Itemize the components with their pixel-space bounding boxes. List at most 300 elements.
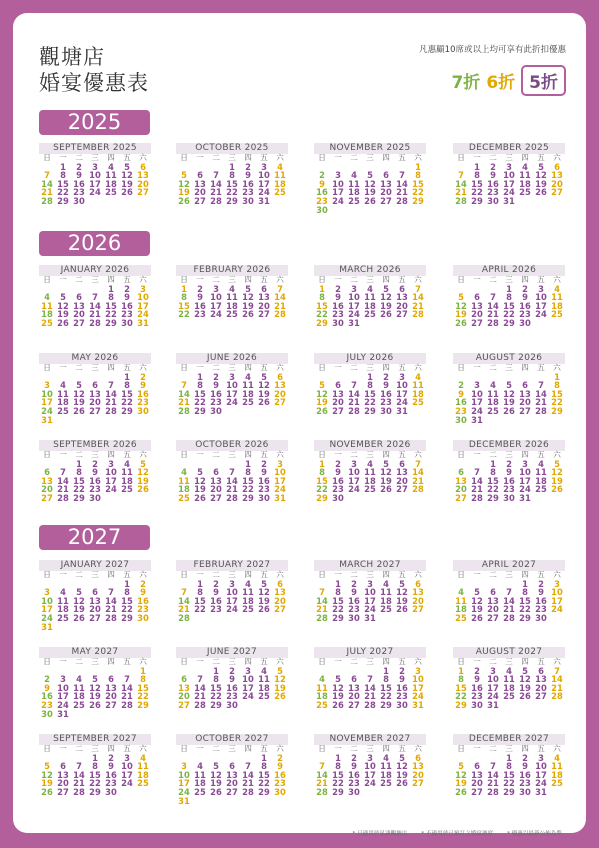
day-cell: 1 xyxy=(197,578,203,589)
day-cell: 24 xyxy=(57,699,69,710)
weekday-label: 四 xyxy=(244,275,252,284)
day-cell: 8 xyxy=(245,467,251,478)
day-cell: 9 xyxy=(108,761,114,772)
day-cell: 31 xyxy=(348,317,360,328)
day-cell: 13 xyxy=(274,587,286,598)
day-cell: 14 xyxy=(316,595,328,606)
day-cell: 5 xyxy=(538,161,544,172)
weekday-label: 四 xyxy=(244,363,252,372)
weekday-label: 三 xyxy=(228,363,236,372)
day-cell: 9 xyxy=(261,467,267,478)
month-calendar xyxy=(176,560,288,623)
weekday-label: 五 xyxy=(123,450,131,459)
day-cell: 4 xyxy=(261,665,267,676)
day-cell: 30 xyxy=(519,786,531,797)
day-cell: 15 xyxy=(105,300,117,311)
weekday-label: 一 xyxy=(473,657,481,666)
day-cell: 5 xyxy=(197,467,203,478)
day-cell: 3 xyxy=(367,752,373,763)
day-cell: 10 xyxy=(487,674,499,685)
day-cell: 9 xyxy=(522,761,528,772)
day-cell: 11 xyxy=(226,292,238,303)
day-cell: 23 xyxy=(105,778,117,789)
month-calendar xyxy=(453,440,565,503)
day-grid xyxy=(453,571,565,623)
day-cell: 22 xyxy=(487,484,499,495)
day-cell: 23 xyxy=(41,699,53,710)
day-cell: 9 xyxy=(506,467,512,478)
weekday-label: 三 xyxy=(366,153,374,162)
weekday-label: 一 xyxy=(196,275,204,284)
weekday-label: 三 xyxy=(228,450,236,459)
day-cell: 20 xyxy=(455,484,467,495)
day-cell: 26 xyxy=(396,778,408,789)
day-cell: 7 xyxy=(554,665,560,676)
day-cell: 5 xyxy=(60,292,66,303)
day-cell: 28 xyxy=(364,699,376,710)
day-cell: 6 xyxy=(415,578,421,589)
weekday-label: 三 xyxy=(505,153,513,162)
day-cell: 19 xyxy=(258,388,270,399)
day-cell: 4 xyxy=(197,761,203,772)
month-title: MARCH 2026 xyxy=(314,265,426,276)
day-cell: 18 xyxy=(105,178,117,189)
day-cell: 21 xyxy=(364,691,376,702)
day-cell: 11 xyxy=(178,475,190,486)
day-cell: 2 xyxy=(213,371,219,382)
day-cell: 4 xyxy=(245,371,251,382)
day-cell: 2 xyxy=(335,458,341,469)
legend-40-off: 6折 xyxy=(486,73,516,93)
day-cell: 24 xyxy=(41,405,53,416)
weekday-label: 一 xyxy=(473,363,481,372)
day-cell: 11 xyxy=(41,300,53,311)
day-cell: 21 xyxy=(178,604,190,615)
weekday-label: 一 xyxy=(473,570,481,579)
day-cell: 1 xyxy=(229,161,235,172)
day-cell: 24 xyxy=(121,778,133,789)
day-cell: 22 xyxy=(519,604,531,615)
day-cell: 10 xyxy=(226,380,238,391)
month-calendar xyxy=(314,647,426,710)
day-cell: 29 xyxy=(412,195,424,206)
day-cell: 14 xyxy=(412,467,424,478)
day-cell: 28 xyxy=(210,195,222,206)
day-cell: 6 xyxy=(399,458,405,469)
day-cell: 11 xyxy=(348,178,360,189)
day-cell: 20 xyxy=(396,300,408,311)
weekday-label: 三 xyxy=(91,275,99,284)
day-cell: 28 xyxy=(487,786,499,797)
day-cell: 29 xyxy=(487,492,499,503)
day-cell: 29 xyxy=(121,612,133,623)
weekday-label: 五 xyxy=(260,657,268,666)
day-cell: 27 xyxy=(396,484,408,495)
day-cell: 14 xyxy=(364,682,376,693)
weekday-label: 五 xyxy=(398,570,406,579)
day-cell: 22 xyxy=(551,397,563,408)
day-cell: 27 xyxy=(348,699,360,710)
day-cell: 29 xyxy=(364,405,376,416)
weekday-label: 三 xyxy=(91,363,99,372)
month-title: AUGUST 2027 xyxy=(453,647,565,658)
day-cell: 10 xyxy=(364,587,376,598)
day-cell: 7 xyxy=(458,170,464,181)
day-cell: 15 xyxy=(57,178,69,189)
footnote: * 優惠以最新公佈為準 xyxy=(507,831,562,837)
day-cell: 9 xyxy=(458,388,464,399)
day-cell: 25 xyxy=(226,309,238,320)
day-cell: 27 xyxy=(226,786,238,797)
day-cell: 10 xyxy=(105,467,117,478)
day-cell: 6 xyxy=(538,665,544,676)
day-cell: 12 xyxy=(380,467,392,478)
day-cell: 7 xyxy=(108,380,114,391)
day-cell: 31 xyxy=(274,492,286,503)
month-title: SEPTEMBER 2026 xyxy=(39,440,151,451)
weekday-label: 四 xyxy=(107,363,115,372)
weekday-label: 五 xyxy=(537,570,545,579)
day-cell: 25 xyxy=(57,612,69,623)
weekday-label: 四 xyxy=(244,657,252,666)
day-cell: 13 xyxy=(412,761,424,772)
day-cell: 8 xyxy=(554,380,560,391)
day-cell: 18 xyxy=(121,475,133,486)
day-cell: 20 xyxy=(89,397,101,408)
day-cell: 12 xyxy=(121,170,133,181)
day-cell: 21 xyxy=(121,691,133,702)
weekday-label: 四 xyxy=(244,450,252,459)
weekday-label: 六 xyxy=(414,275,422,284)
weekday-label: 二 xyxy=(489,657,497,666)
day-cell: 4 xyxy=(60,380,66,391)
day-cell: 15 xyxy=(210,682,222,693)
month-calendar xyxy=(314,560,426,623)
day-cell: 28 xyxy=(396,195,408,206)
day-cell: 16 xyxy=(503,475,515,486)
month-calendar xyxy=(453,143,565,206)
day-cell: 23 xyxy=(210,604,222,615)
day-cell: 9 xyxy=(319,178,325,189)
day-cell: 7 xyxy=(319,587,325,598)
day-cell: 1 xyxy=(213,665,219,676)
day-cell: 29 xyxy=(89,786,101,797)
month-calendar xyxy=(176,734,288,805)
day-cell: 13 xyxy=(396,292,408,303)
day-cell: 9 xyxy=(140,380,146,391)
weekday-label: 日 xyxy=(180,153,188,162)
weekday-label: 日 xyxy=(43,657,51,666)
day-grid xyxy=(314,745,426,797)
day-cell: 2 xyxy=(76,161,82,172)
day-cell: 4 xyxy=(554,283,560,294)
weekday-label: 日 xyxy=(318,275,326,284)
day-grid xyxy=(314,451,426,503)
day-cell: 30 xyxy=(348,612,360,623)
day-cell: 5 xyxy=(506,380,512,391)
day-cell: 5 xyxy=(92,674,98,685)
day-cell: 28 xyxy=(535,405,547,416)
day-cell: 22 xyxy=(332,604,344,615)
day-cell: 2 xyxy=(261,458,267,469)
day-cell: 24 xyxy=(274,484,286,495)
day-cell: 13 xyxy=(89,595,101,606)
day-cell: 25 xyxy=(551,309,563,320)
day-cell: 4 xyxy=(181,467,187,478)
day-cell: 2 xyxy=(92,458,98,469)
day-cell: 4 xyxy=(554,752,560,763)
weekday-label: 六 xyxy=(139,570,147,579)
weekday-label: 六 xyxy=(276,450,284,459)
footnote: * 只適用於星濤觀塘店 xyxy=(352,831,408,837)
day-cell: 23 xyxy=(258,484,270,495)
weekday-label: 三 xyxy=(228,657,236,666)
day-cell: 8 xyxy=(458,674,464,685)
day-grid xyxy=(39,276,151,328)
day-cell: 24 xyxy=(41,612,53,623)
weekday-label: 三 xyxy=(505,363,513,372)
day-cell: 28 xyxy=(471,492,483,503)
day-cell: 25 xyxy=(519,187,531,198)
day-cell: 26 xyxy=(455,786,467,797)
day-cell: 19 xyxy=(535,178,547,189)
day-cell: 16 xyxy=(487,178,499,189)
day-cell: 13 xyxy=(226,769,238,780)
day-cell: 23 xyxy=(455,405,467,416)
weekday-label: 五 xyxy=(537,363,545,372)
day-cell: 21 xyxy=(471,484,483,495)
day-cell: 4 xyxy=(108,161,114,172)
weekday-label: 四 xyxy=(521,275,529,284)
day-cell: 23 xyxy=(194,309,206,320)
day-cell: 6 xyxy=(522,380,528,391)
month-title: NOVEMBER 2027 xyxy=(314,734,426,745)
day-cell: 7 xyxy=(538,380,544,391)
weekday-label: 一 xyxy=(334,657,342,666)
day-cell: 25 xyxy=(412,397,424,408)
month-title: JANUARY 2026 xyxy=(39,265,151,276)
day-cell: 7 xyxy=(277,283,283,294)
day-cell: 17 xyxy=(348,300,360,311)
day-cell: 12 xyxy=(73,595,85,606)
weekday-label: 一 xyxy=(59,657,67,666)
day-cell: 27 xyxy=(57,786,69,797)
day-cell: 14 xyxy=(274,292,286,303)
day-cell: 8 xyxy=(490,467,496,478)
day-cell: 1 xyxy=(522,578,528,589)
weekday-label: 一 xyxy=(334,363,342,372)
weekday-label: 五 xyxy=(537,657,545,666)
legend-50-off: 5折 xyxy=(521,65,566,96)
day-cell: 12 xyxy=(57,300,69,311)
weekday-label: 六 xyxy=(553,363,561,372)
weekday-label: 一 xyxy=(196,657,204,666)
month-calendar xyxy=(314,440,426,503)
day-cell: 4 xyxy=(490,380,496,391)
day-cell: 26 xyxy=(471,612,483,623)
day-cell: 3 xyxy=(351,458,357,469)
day-cell: 18 xyxy=(57,604,69,615)
day-cell: 26 xyxy=(380,309,392,320)
day-cell: 5 xyxy=(383,458,389,469)
weekday-label: 四 xyxy=(382,450,390,459)
day-cell: 20 xyxy=(471,778,483,789)
day-cell: 29 xyxy=(332,786,344,797)
day-cell: 29 xyxy=(226,195,238,206)
day-cell: 4 xyxy=(538,458,544,469)
day-cell: 4 xyxy=(351,170,357,181)
day-cell: 8 xyxy=(124,587,130,598)
day-cell: 23 xyxy=(89,484,101,495)
day-cell: 11 xyxy=(194,769,206,780)
month-title: FEBRUARY 2026 xyxy=(176,265,288,276)
day-cell: 15 xyxy=(226,178,238,189)
day-cell: 15 xyxy=(242,475,254,486)
day-cell: 21 xyxy=(348,397,360,408)
day-cell: 29 xyxy=(105,317,117,328)
day-cell: 2 xyxy=(351,752,357,763)
month-title: MAY 2026 xyxy=(39,353,151,364)
day-cell: 15 xyxy=(89,769,101,780)
day-cell: 15 xyxy=(503,300,515,311)
day-cell: 24 xyxy=(89,187,101,198)
day-cell: 30 xyxy=(242,195,254,206)
weekday-label: 四 xyxy=(382,570,390,579)
weekday-label: 一 xyxy=(473,450,481,459)
day-cell: 27 xyxy=(274,397,286,408)
day-cell: 2 xyxy=(335,283,341,294)
weekday-label: 日 xyxy=(318,744,326,753)
day-cell: 29 xyxy=(332,612,344,623)
weekday-label: 日 xyxy=(180,570,188,579)
day-grid xyxy=(453,745,565,797)
day-cell: 15 xyxy=(471,178,483,189)
day-cell: 18 xyxy=(194,778,206,789)
day-cell: 10 xyxy=(258,170,270,181)
day-cell: 16 xyxy=(210,388,222,399)
weekday-label: 四 xyxy=(107,450,115,459)
weekday-label: 二 xyxy=(75,570,83,579)
day-grid xyxy=(314,364,426,416)
day-cell: 7 xyxy=(399,170,405,181)
day-cell: 10 xyxy=(178,769,190,780)
day-cell: 17 xyxy=(551,595,563,606)
day-cell: 8 xyxy=(124,380,130,391)
day-cell: 1 xyxy=(181,283,187,294)
weekday-label: 四 xyxy=(244,570,252,579)
day-cell: 17 xyxy=(258,178,270,189)
day-cell: 13 xyxy=(348,682,360,693)
day-cell: 22 xyxy=(121,397,133,408)
day-cell: 23 xyxy=(471,691,483,702)
day-cell: 9 xyxy=(277,761,283,772)
day-cell: 15 xyxy=(178,300,190,311)
day-cell: 5 xyxy=(181,170,187,181)
day-cell: 18 xyxy=(178,484,190,495)
day-cell: 28 xyxy=(105,405,117,416)
day-cell: 24 xyxy=(178,786,190,797)
month-calendar xyxy=(176,265,288,319)
day-cell: 28 xyxy=(226,492,238,503)
weekday-label: 四 xyxy=(382,657,390,666)
day-cell: 28 xyxy=(73,786,85,797)
day-cell: 29 xyxy=(121,405,133,416)
day-cell: 27 xyxy=(412,604,424,615)
day-cell: 9 xyxy=(351,587,357,598)
day-cell: 17 xyxy=(471,397,483,408)
day-cell: 4 xyxy=(229,283,235,294)
day-grid xyxy=(39,658,151,718)
day-cell: 5 xyxy=(44,761,50,772)
day-cell: 24 xyxy=(364,778,376,789)
day-cell: 31 xyxy=(57,708,69,719)
day-grid xyxy=(314,658,426,710)
day-cell: 12 xyxy=(471,595,483,606)
footnotes xyxy=(352,829,562,837)
day-cell: 21 xyxy=(412,475,424,486)
day-cell: 10 xyxy=(274,467,286,478)
day-cell: 1 xyxy=(415,161,421,172)
day-cell: 20 xyxy=(226,778,238,789)
day-cell: 12 xyxy=(258,380,270,391)
day-cell: 28 xyxy=(121,699,133,710)
day-grid xyxy=(453,451,565,503)
day-cell: 8 xyxy=(522,587,528,598)
day-cell: 19 xyxy=(210,778,222,789)
weekday-label: 二 xyxy=(489,153,497,162)
month-title: APRIL 2027 xyxy=(453,560,565,571)
day-cell: 23 xyxy=(535,604,547,615)
month-title: JANUARY 2027 xyxy=(39,560,151,571)
day-cell: 13 xyxy=(178,682,190,693)
day-cell: 14 xyxy=(487,300,499,311)
day-cell: 12 xyxy=(274,674,286,685)
day-cell: 2 xyxy=(522,283,528,294)
day-cell: 22 xyxy=(364,397,376,408)
weekday-label: 三 xyxy=(366,275,374,284)
weekday-label: 五 xyxy=(260,363,268,372)
month-calendar xyxy=(453,647,565,710)
day-cell: 13 xyxy=(105,682,117,693)
day-cell: 27 xyxy=(332,405,344,416)
weekday-label: 三 xyxy=(228,744,236,753)
day-cell: 12 xyxy=(73,388,85,399)
day-cell: 20 xyxy=(178,691,190,702)
day-cell: 4 xyxy=(367,458,373,469)
weekday-label: 六 xyxy=(414,450,422,459)
day-cell: 17 xyxy=(332,187,344,198)
day-cell: 25 xyxy=(274,187,286,198)
day-cell: 14 xyxy=(121,682,133,693)
day-cell: 1 xyxy=(124,578,130,589)
weekday-label: 二 xyxy=(489,744,497,753)
weekday-label: 四 xyxy=(107,570,115,579)
weekday-label: 二 xyxy=(350,570,358,579)
day-cell: 14 xyxy=(471,475,483,486)
day-cell: 31 xyxy=(137,317,149,328)
day-cell: 30 xyxy=(396,699,408,710)
day-grid xyxy=(314,571,426,623)
day-cell: 11 xyxy=(380,587,392,598)
weekday-label: 五 xyxy=(123,570,131,579)
day-cell: 16 xyxy=(380,388,392,399)
day-cell: 30 xyxy=(89,492,101,503)
day-cell: 25 xyxy=(364,309,376,320)
day-cell: 22 xyxy=(89,778,101,789)
day-cell: 20 xyxy=(332,397,344,408)
weekday-label: 五 xyxy=(260,744,268,753)
day-cell: 27 xyxy=(519,405,531,416)
